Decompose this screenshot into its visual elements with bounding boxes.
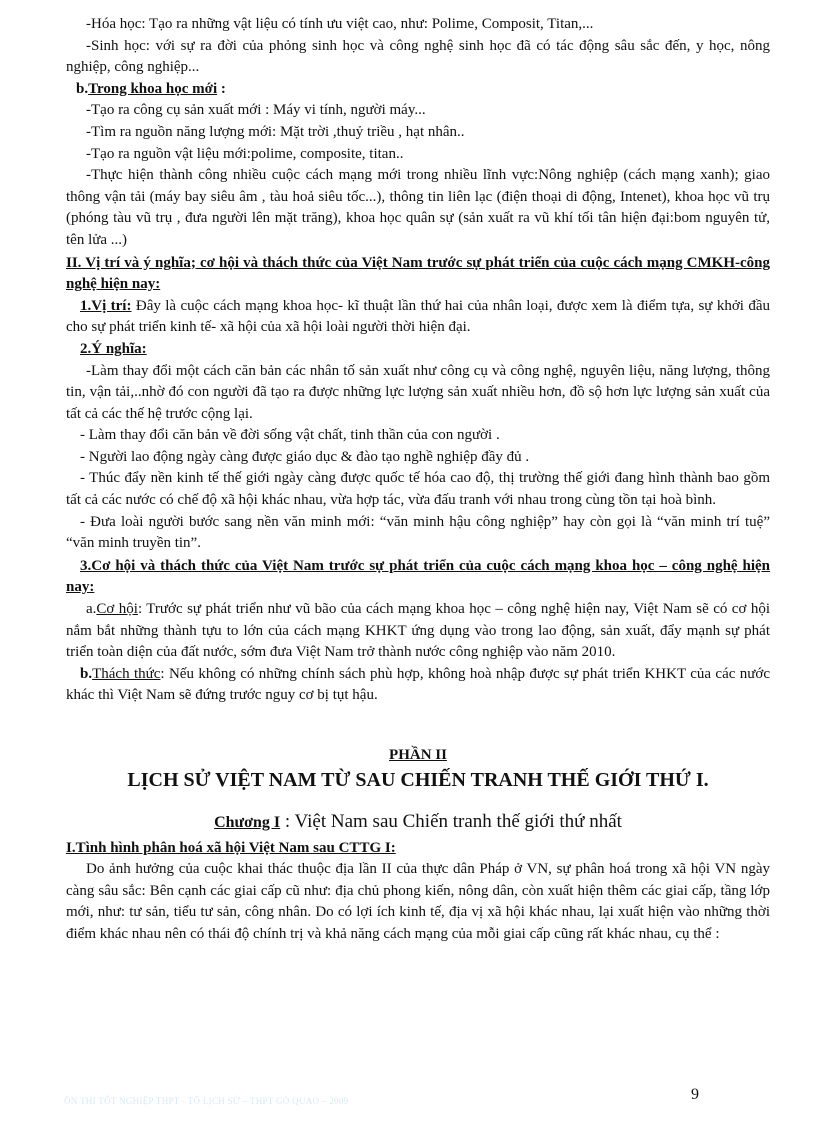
heading-section-3: 3.Cơ hội và thách thức của Việt Nam trước sự phát triển của cuộc cách mạng khoa học – công nghệ hiện nay: [66, 557, 770, 596]
heading-b-label: b. [76, 80, 89, 97]
list-item: - Thúc đẩy nền kinh tế thế giới ngày càng được quốc tế hóa cao độ, thị trường thế giới đang hình thành bao gồm tất cả các nước có chế độ xã hội khác nhau, vừa hợp tác, vừa đấu tranh với nhau trong cùng tồn tại hoà bình. [66, 470, 770, 509]
vitri-text: Đây là cuộc cách mạng khoa học- kĩ thuật lần thứ hai của nhân loại, được xem là điểm tựa, sự khởi đầu cho sự phát triển kinh tế- xã hội của xã hội loài người thời hiện đại. [66, 297, 770, 336]
chapter-label: Chương I [214, 813, 281, 831]
thachthuc-prefix: b. [80, 665, 93, 682]
list-item: - Đưa loài người bước sang nền văn minh mới: “văn minh hậu công nghiệp” hay còn gọi là “văn minh trí tuệ” “văn minh truyền tin”. [66, 513, 770, 552]
chapter-separator: : [280, 810, 295, 832]
vitri-label: 1.Vị trí: [80, 297, 132, 314]
chapter-title: Việt Nam sau Chiến tranh thế giới thứ nhất [294, 810, 622, 832]
page-number: 9 [691, 1086, 699, 1103]
heading-b [66, 79, 770, 101]
document-page [66, 14, 770, 946]
list-item: -Tìm ra nguồn năng lượng mới: Mặt trời ,thuỷ triều , hạt nhân.. [86, 123, 465, 140]
chapter-heading [66, 809, 770, 836]
cohoi-prefix: a. [86, 601, 97, 618]
cohoi-text: : Trước sự phát triển như vũ bão của cách mạng khoa học – công nghệ hiện nay, Việt Nam sẽ có cơ hội nắm bắt những thành tựu to lớn của cách mạng KHKT ứng dụng vào trong lao động, sản xuất, đẩy mạnh sự phát triển toàn diện của đất nước, sớm đưa Việt Nam trở thành nước công nghiệp vào năm 2010. [66, 601, 770, 661]
footer-watermark: ÔN THI TỐT NGHIỆP THPT - TỔ LỊCH SỬ – THPT GÒ QUAO – 2009 [64, 1096, 349, 1106]
list-item: -Tạo ra nguồn vật liệu mới:polime, composite, titan.. [86, 145, 404, 162]
paragraph-cohoi [66, 599, 770, 664]
list-item: -Tạo ra công cụ sản xuất mới : Máy vi tính, người máy... [86, 102, 426, 119]
heading-b-colon: : [217, 80, 226, 97]
paragraph-phanhoa: Do ảnh hưởng của cuộc khai thác thuộc địa lần II của thực dân Pháp ở VN, sự phân hoá trong xã hội VN ngày càng sâu sắc: Bên cạnh các giai cấp cũ như: địa chủ phong kiến, nông dân, còn xuất hiện thêm các giai cấp, tầng lớp mới, như: tư sản, tiểu tư sản, công nhân. Do có lợi ích kinh tế, địa vị xã hội khác nhau, lại xuất hiện vào những thời điểm khác nhau nên có thái độ chính trị và khả năng cách mạng của mỗi giai cấp cũng rất khác nhau, cụ thể : [66, 861, 770, 942]
heading-section-II: II. Vị trí và ý nghĩa; cơ hội và thách thức của Việt Nam trước sự phát triển của cuộc cách mạng CMKH-công nghệ hiện nay: [66, 254, 770, 293]
heading-ynghia: 2.Ý nghĩa: [80, 340, 147, 357]
list-item: - Người lao động ngày càng được giáo dục & đào tạo nghề nghiệp đầy đủ . [80, 448, 530, 465]
heading-section-I: I.Tình hình phân hoá xã hội Việt Nam sau CTTG I: [66, 839, 396, 856]
paragraph-chemistry: -Hóa học: Tạo ra những vật liệu có tính ưu việt cao, như: Polime, Composit, Titan,... [86, 16, 594, 32]
list-item: - Làm thay đổi căn bản về đời sống vật chất, tinh thần của con người . [80, 427, 500, 444]
list-item: -Thực hiện thành công nhiều cuộc cách mạng mới trong nhiều lĩnh vực:Nông nghiệp (cách mạng xanh); giao thông vận tải (máy bay siêu âm , tàu hoả siêu tốc...), thông tin liên lạc (điện thoại di động, Intenet), khoa học vũ trụ (phóng tàu vũ trụ , đưa người lên mặt trăng), khoa học quân sự (sản xuất ra vũ khí tối tân hiện đại:bom nguyên tử, tên lửa ...) [66, 167, 770, 248]
thachthuc-label: Thách thức [92, 665, 161, 682]
list-item: -Làm thay đổi một cách căn bản các nhân tố sản xuất như công cụ và công nghệ, nguyên liệu, năng lượng, thông tin, vận tải,..nhờ đó con người đã tạo ra được những lực lượng sản xuất nhiều hơn, đồ sộ hơn lực lượng sản xuất của tất cả các thế hệ trước cộng lại. [66, 362, 770, 422]
paragraph-biology: -Sinh học: với sự ra đời của phỏng sinh học và công nghệ sinh học đã có tác động sâu sắc đến, y học, nông nghiệp, công nghiệp... [66, 37, 770, 76]
paragraph-vitri [66, 296, 770, 339]
part-title: LỊCH SỬ VIỆT NAM TỪ SAU CHIẾN TRANH THẾ GIỚI THỨ I. [127, 768, 709, 791]
paragraph-thachthuc [66, 664, 770, 707]
part-label: PHẦN II [389, 747, 447, 763]
thachthuc-text: : Nếu không có những chính sách phù hợp, không hoà nhập được sự phát triển KHKT của các nước khác thì Việt Nam sẽ đứng trước nguy cơ bị tụt hậu. [66, 665, 770, 704]
cohoi-label: Cơ hội [96, 601, 138, 618]
heading-b-title: Trong khoa học mới [88, 80, 218, 97]
